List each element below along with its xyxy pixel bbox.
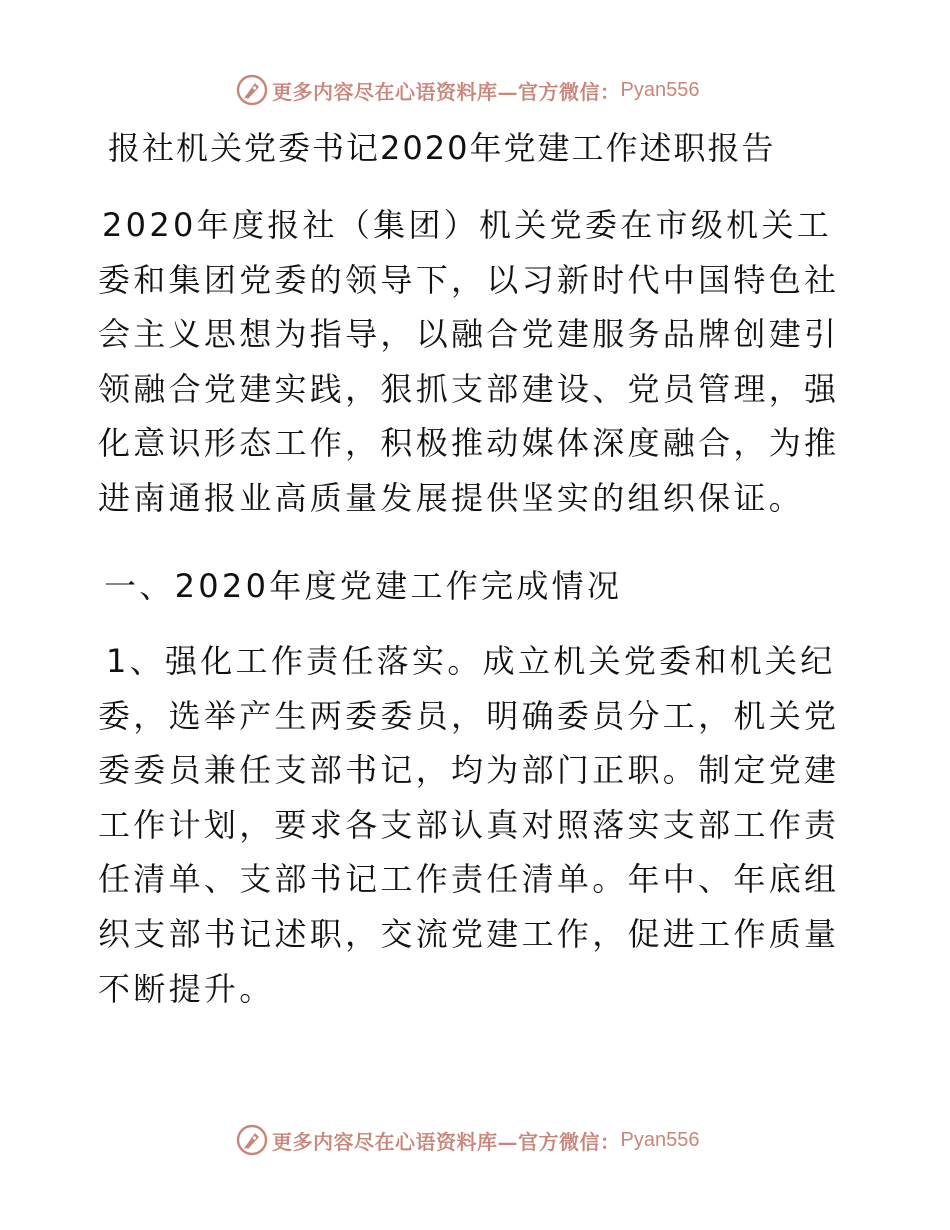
watermark-wechat-id: Pyan556 bbox=[620, 78, 700, 101]
document-title: 报社机关党委书记2020年党建工作述职报告 bbox=[108, 129, 776, 167]
watermark-header bbox=[236, 73, 699, 107]
intro-paragraph: 2020年度报社（集团）机关党委在市级机关工委和集团党委的领导下，以习新时代中国特色社会主义思想为指导，以融合党建服务品牌创建引领融合党建实践，狠抓支部建设、党员管理，强化意识形态工作，积极推动媒体深度融合，为推进南通报业高质量发展提供坚实的组织保证。 bbox=[98, 206, 840, 517]
watermark-text: 更多内容尽在心语资料库—官方微信： bbox=[272, 79, 621, 104]
pen-nib-logo-icon bbox=[236, 74, 268, 106]
pen-nib-logo-icon bbox=[236, 1124, 268, 1156]
section-item-paragraph: 1、强化工作责任落实。成立机关党委和机关纪委，选举产生两委委员，明确委员分工，机关党委委员兼任支部书记，均为部门正职。制定党建工作计划，要求各支部认真对照落实支部工作责任清单、支部书记工作责任清单。年中、年底组织支部书记述职，交流党建工作，促进工作质量不断提升。 bbox=[98, 642, 840, 1008]
watermark-text: 更多内容尽在心语资料库—官方微信： bbox=[272, 1129, 621, 1154]
watermark-wechat-id: Pyan556 bbox=[620, 1128, 700, 1151]
watermark-footer bbox=[236, 1123, 699, 1157]
section-heading: 一、2020年度党建工作完成情况 bbox=[104, 567, 623, 605]
